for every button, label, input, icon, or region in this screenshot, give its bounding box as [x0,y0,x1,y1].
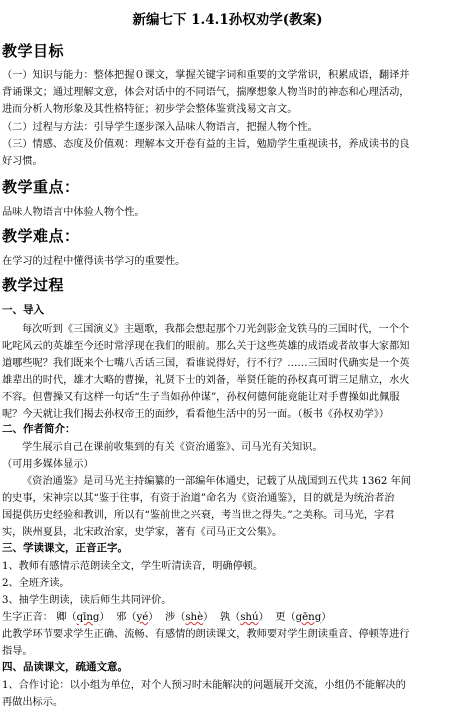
pronunciation-item: 更（gēng） [275,612,332,623]
intro-line: 道哪些呢？我们既来个七嘴八舌话三国，看谁说得好，行不行？……三国时代确实是一个英 [2,358,410,369]
pronunciation-item: 涉（shè） [164,612,214,623]
key-points-text: 品味人物语言中体验人物个性。 [2,207,145,218]
objectives-line: （三）情感、态度及价值观：理解本文开卷有益的主旨，勉励学生重视读书，养成读书的良 [2,139,410,150]
objectives-line: （二）过程与方法：引导学生逐步深入品味人物语言，把握人物个性。 [2,122,318,133]
read-line: 1、教师有感情示范朗读全文，学生听清读音，明确停顿。 [2,561,264,572]
author-line: 的史事，宋神宗以其“鉴于往事，有资于治道”命名为《资治通鉴》，目的就是为统治者治 [2,493,395,504]
pron-pinyin: gēng [295,612,322,623]
author-line: 学生展示自己在课前收集到的有关《资治通鉴》、司马光有关知识。 [22,442,323,453]
objectives-heading: 教学目标 [2,42,65,60]
pron-pinyin: qīng [76,612,100,623]
intro-line: 呢？今天就让我们揭去孙权帝王的面纱，看看他生活中的另一面。（板书《孙权劝学》） [2,409,390,420]
difficulties-heading: 教学难点： [2,227,80,245]
objectives-line: 背诵课文；通过理解文意，体会对话中的不同语气，揣摩想象人物当时的神态和心理活动， [2,87,410,98]
read-after-line: 此教学环节要求学生正确、流畅、有感情的朗读课文，教师要对学生朗读重音、停顿等进行 [2,629,410,640]
read-after-line: 指导。 [2,646,33,657]
intro-heading: 一、导入 [2,304,44,316]
pron-char: 更 [275,612,286,623]
process-heading: 教学过程 [2,276,65,294]
pron-pinyin: yé [136,612,149,623]
pron-char: 孰 [219,612,231,623]
pron-pinyin: shè [185,612,204,623]
read-heading: 三、学读课文，正音正字。 [2,542,128,554]
translate-line: 再做出标示。 [2,697,64,708]
objectives-line: 好习惯。 [2,156,43,167]
pron-char: 卿 [56,612,67,623]
pronunciation-line [2,608,331,623]
intro-line: 雄辈出的时代，雄才大略的曹操，礼贤下士的刘备，举贤任能的孙权真可谓三足鼎立，水火 [2,375,410,386]
pronunciation-item: 孰（shú） [219,612,269,623]
pron-pinyin: shú [240,612,259,623]
pronunciation-item: 卿（qīng） [56,612,110,623]
intro-line: 叱咤风云的英雄至今还时常浮现在我们的眼前。那么关于这些英雄的成语或者故事大家都知 [2,341,410,352]
intro-line: 每次听到《三国演义》主题歌，我都会想起那个刀光剑影金戈铁马的三国时代，一个个 [22,324,410,335]
document-title: 新编七下 1.4.1孙权劝学(教案) [132,12,323,28]
pron-char: 涉 [164,612,176,623]
read-line: 3、抽学生朗读，读后师生共同评价。 [2,595,172,606]
translate-heading: 四、品读课文，疏通文意。 [2,661,128,673]
author-line: 《资治通鉴》是司马光主持编纂的一部编年体通史，记载了从战国到五代共 1362 年间 [22,476,411,487]
pron-char: 邪 [116,612,127,623]
difficulties-text: 在学习的过程中懂得读书学习的重要性。 [2,256,186,267]
objectives-line: （一）知识与能力：整体把握０课文，掌握关键字词和重要的文学常识，积累成语，翻译并 [2,70,410,81]
author-line: 实，陕州夏县，北宋政治家，史学家，著有《司马正文公集》。 [2,527,283,538]
author-heading: 二、作者简介： [2,423,76,435]
translate-line: 1、合作讨论：以小组为单位，对个人预习时未能解决的问题展开交流，小组仍不能解决的 [2,680,406,691]
pronunciation-label: 生字正音： [2,612,53,623]
objectives-line: 进而分析人物形象及其性格特征；初步学会整体鉴赏浅易文言文。 [2,104,298,115]
read-line: 2、全班齐读。 [2,578,70,589]
intro-line: 不容。但曹操又有这样一句话“生子当如孙仲谋”，孙权何德何能竟能让对手曹操如此佩服 [2,392,400,403]
key-points-heading: 教学重点： [2,178,80,196]
pronunciation-item: 邪（yé） [116,612,159,623]
author-line: （可用多媒体显示） [2,459,94,470]
author-line: 国提供历史经验和教训，所以有“鉴前世之兴衰，考当世之得失。”之美称。司马光，字君 [2,510,395,521]
